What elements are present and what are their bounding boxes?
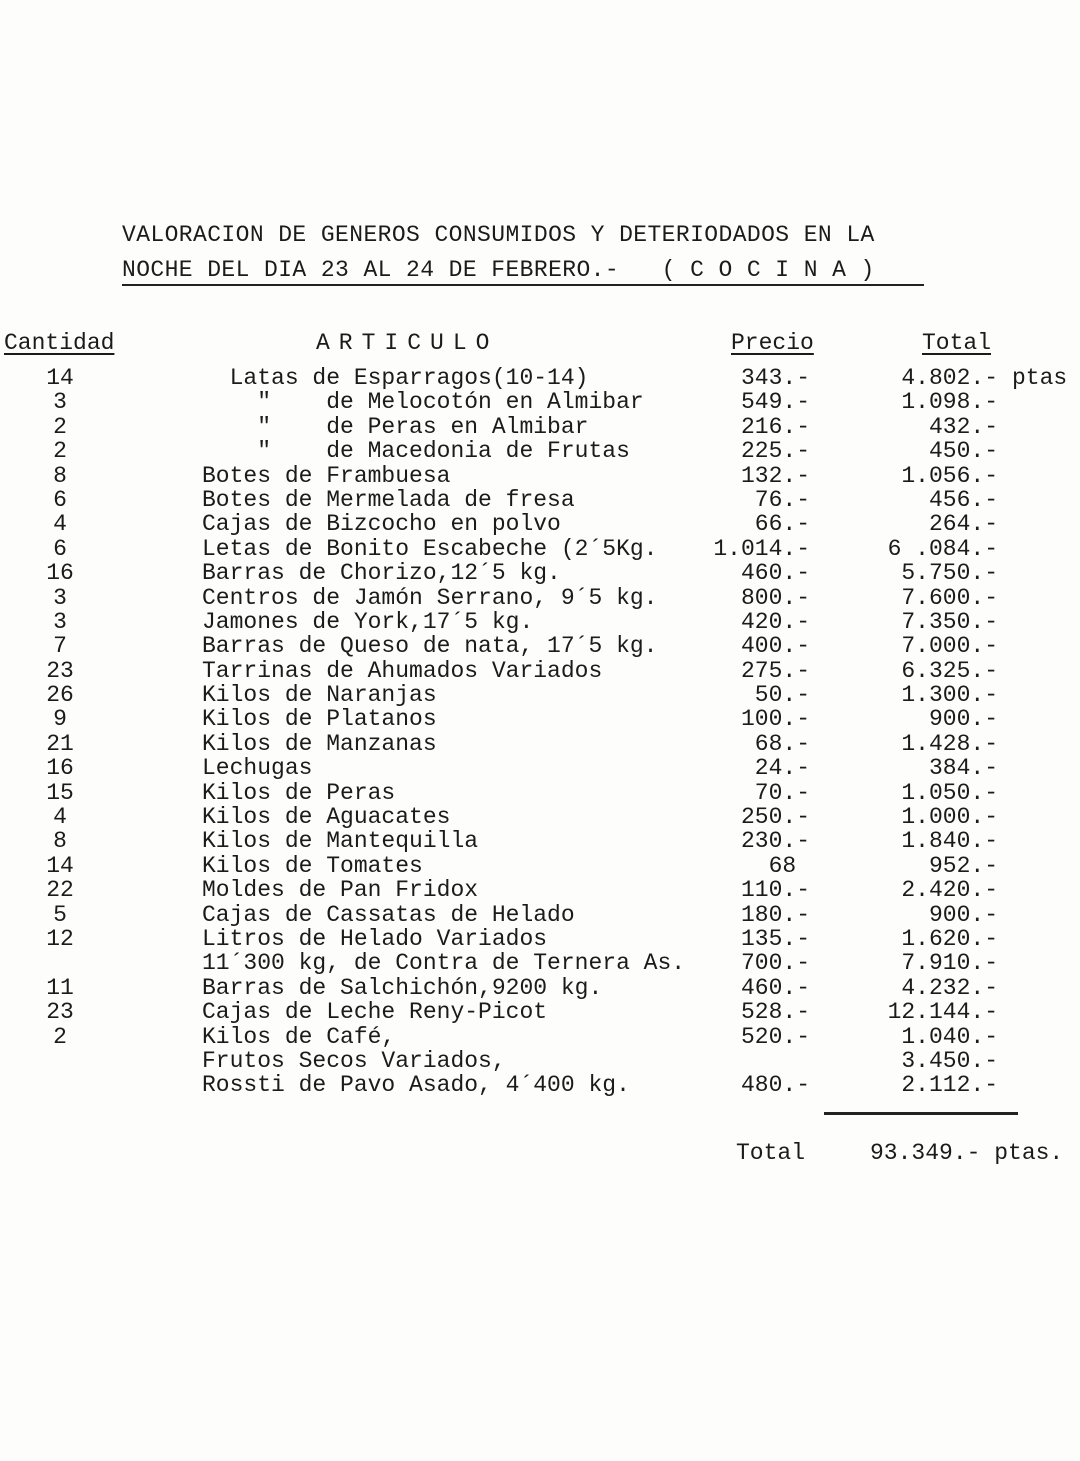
row-article: Tarrinas de Ahumados Variados (202, 657, 603, 684)
row-article: 11´300 kg, de Contra de Ternera As. (202, 950, 686, 977)
row-price: 460.- (740, 974, 810, 1001)
row-quantity: 16 (46, 755, 74, 782)
row-article: Rossti de Pavo Asado, 4´400 kg. (202, 1072, 630, 1099)
row-article: Kilos de Aguacates (202, 804, 451, 831)
row-quantity: 6 (53, 535, 67, 562)
row-quantity: 3 (53, 389, 67, 416)
row-total: 456.- (928, 486, 998, 513)
row-article: Moldes de Pan Fridox (202, 877, 479, 904)
row-price: 68 (768, 852, 810, 879)
table-row (0, 488, 1080, 512)
table-row (0, 659, 1080, 683)
row-quantity: 7 (53, 633, 67, 660)
row-total: 1.056.- (901, 462, 998, 489)
row-quantity: 5 (53, 901, 67, 928)
row-price: 100.- (740, 706, 810, 733)
row-quantity: 9 (53, 706, 67, 733)
row-quantity: 4 (53, 511, 67, 538)
row-price: 216.- (740, 413, 810, 440)
row-quantity: 8 (53, 462, 67, 489)
row-total: 4.232.- (901, 974, 998, 1001)
row-price: 76.- (754, 486, 810, 513)
row-quantity: 14 (46, 852, 74, 879)
table-row (0, 854, 1080, 878)
column-header-precio: Precio (731, 330, 814, 356)
row-total: 1.050.- (901, 779, 998, 806)
row-price: 225.- (740, 438, 810, 465)
row-price: 68.- (754, 730, 810, 757)
row-quantity: 16 (46, 560, 74, 587)
row-price: 400.- (740, 633, 810, 660)
row-total: 7.000.- (901, 633, 998, 660)
row-total: 1.620.- (901, 925, 998, 952)
table-row (0, 1025, 1080, 1049)
row-total: 900.- (928, 706, 998, 733)
row-total: 1.428.- (901, 730, 998, 757)
table-row (0, 732, 1080, 756)
row-price: 1.014.- (713, 535, 810, 562)
row-article: Frutos Secos Variados, (202, 1047, 506, 1074)
table-row (0, 756, 1080, 780)
row-price: 549.- (740, 389, 810, 416)
row-total: 4.802.- (901, 365, 998, 391)
row-total: 7.600.- (901, 584, 998, 611)
row-quantity: 4 (53, 804, 67, 831)
table-row (0, 707, 1080, 731)
row-total: 1.300.- (901, 682, 998, 709)
row-article: Barras de Chorizo,12´5 kg. (202, 560, 561, 587)
table-row (0, 829, 1080, 853)
table-row (0, 1000, 1080, 1024)
row-article: Kilos de Café, (202, 1023, 396, 1050)
table-row (0, 610, 1080, 634)
table-row (0, 1049, 1080, 1073)
table-row (0, 1073, 1080, 1097)
row-article: Kilos de Mantequilla (202, 828, 479, 855)
row-price: 700.- (740, 950, 810, 977)
grand-total-label: Total (736, 1140, 806, 1166)
row-quantity: 8 (53, 828, 67, 855)
table-row (0, 537, 1080, 561)
title-underline (122, 284, 924, 286)
row-article: Cajas de Cassatas de Helado (202, 901, 575, 928)
row-article: Kilos de Tomates (202, 852, 423, 879)
sum-rule (824, 1112, 1018, 1115)
row-total: 952.- (928, 852, 998, 879)
row-total: 7.910.- (901, 950, 998, 977)
row-total: 6.325.- (901, 657, 998, 684)
table-row (0, 586, 1080, 610)
row-article: Kilos de Naranjas (202, 682, 437, 709)
row-article: Cajas de Bizcocho en polvo (202, 511, 561, 538)
row-price: 528.- (740, 999, 810, 1026)
row-article: Latas de Esparragos(10-14) (202, 365, 589, 391)
row-total: 432.- (928, 413, 998, 440)
row-total: 2.112.- (901, 1072, 998, 1099)
row-price: 180.- (740, 901, 810, 928)
row-article: Barras de Queso de nata, 17´5 kg. (202, 633, 658, 660)
table-row (0, 976, 1080, 1000)
column-header-cantidad: Cantidad (4, 330, 115, 356)
row-article: Litros de Helado Variados (202, 925, 548, 952)
row-article: " de Melocotón en Almibar (202, 389, 644, 416)
table-row (0, 415, 1080, 439)
row-quantity: 11 (46, 974, 74, 1001)
row-price: 250.- (740, 804, 810, 831)
table-row (0, 927, 1080, 951)
row-price: 50.- (754, 682, 810, 709)
table-row (0, 805, 1080, 829)
row-quantity: 14 (46, 365, 74, 391)
row-price: 70.- (754, 779, 810, 806)
row-quantity: 6 (53, 486, 67, 513)
row-total: 450.- (928, 438, 998, 465)
row-quantity: 2 (53, 438, 67, 465)
row-quantity: 2 (53, 413, 67, 440)
row-quantity: 2 (53, 1023, 67, 1050)
table-row (0, 878, 1080, 902)
row-article: " de Macedonia de Frutas (202, 438, 630, 465)
table-row (0, 903, 1080, 927)
row-article: Botes de Frambuesa (202, 462, 451, 489)
row-price: 135.- (740, 925, 810, 952)
row-total: 6 .084.- (887, 535, 998, 562)
row-article: Letas de Bonito Escabeche (2´5Kg. (202, 535, 658, 562)
row-total: 1.040.- (901, 1023, 998, 1050)
table-row (0, 951, 1080, 975)
row-article: Lechugas (202, 755, 313, 782)
grand-total-value: 93.349.- ptas. (870, 1140, 1064, 1166)
table-row (0, 683, 1080, 707)
row-total: 384.- (928, 755, 998, 782)
row-price: 230.- (740, 828, 810, 855)
row-total: 1.098.- (901, 389, 998, 416)
table-row (0, 366, 1080, 390)
row-price: 800.- (740, 584, 810, 611)
table-row (0, 439, 1080, 463)
row-quantity: 21 (46, 730, 74, 757)
row-quantity: 3 (53, 584, 67, 611)
table-row (0, 390, 1080, 414)
row-price: 66.- (754, 511, 810, 538)
row-quantity: 23 (46, 999, 74, 1026)
table-row (0, 464, 1080, 488)
row-article: Kilos de Platanos (202, 706, 437, 733)
row-price: 520.- (740, 1023, 810, 1050)
row-currency-unit: ptas (1012, 365, 1068, 391)
row-article: " de Peras en Almibar (202, 413, 589, 440)
row-quantity: 3 (53, 608, 67, 635)
row-article: Kilos de Manzanas (202, 730, 437, 757)
row-total: 3.450.- (901, 1047, 998, 1074)
row-total: 7.350.- (901, 608, 998, 635)
row-quantity: 22 (46, 877, 74, 904)
document-title-line-2: NOCHE DEL DIA 23 AL 24 DE FEBRERO.- ( C O C I N A ) (122, 257, 875, 283)
row-price: 132.- (740, 462, 810, 489)
row-price: 275.- (740, 657, 810, 684)
table-row (0, 512, 1080, 536)
row-total: 12.144.- (887, 999, 998, 1026)
row-article: Centros de Jamón Serrano, 9´5 kg. (202, 584, 658, 611)
row-quantity: 12 (46, 925, 74, 952)
row-article: Kilos de Peras (202, 779, 396, 806)
row-total: 1.840.- (901, 828, 998, 855)
row-quantity: 26 (46, 682, 74, 709)
inventory-table (0, 366, 1080, 1098)
column-header-articulo: ARTICULO (316, 330, 499, 356)
row-total: 1.000.- (901, 804, 998, 831)
row-article: Barras de Salchichón,9200 kg. (202, 974, 603, 1001)
row-total: 900.- (928, 901, 998, 928)
row-price: 420.- (740, 608, 810, 635)
document-title-line-1: VALORACION DE GENEROS CONSUMIDOS Y DETERIODADOS EN LA (122, 222, 875, 248)
row-total: 5.750.- (901, 560, 998, 587)
row-total: 264.- (928, 511, 998, 538)
row-article: Jamones de York,17´5 kg. (202, 608, 534, 635)
table-row (0, 561, 1080, 585)
row-article: Botes de Mermelada de fresa (202, 486, 575, 513)
row-price: 460.- (740, 560, 810, 587)
row-price: 480.- (740, 1072, 810, 1099)
row-quantity: 23 (46, 657, 74, 684)
row-article: Cajas de Leche Reny-Picot (202, 999, 548, 1026)
row-price: 24.- (754, 755, 810, 782)
column-header-total: Total (922, 330, 992, 356)
row-price: 110.- (740, 877, 810, 904)
table-row (0, 634, 1080, 658)
row-total: 2.420.- (901, 877, 998, 904)
row-price: 343.- (740, 365, 810, 391)
table-row (0, 781, 1080, 805)
row-quantity: 15 (46, 779, 74, 806)
